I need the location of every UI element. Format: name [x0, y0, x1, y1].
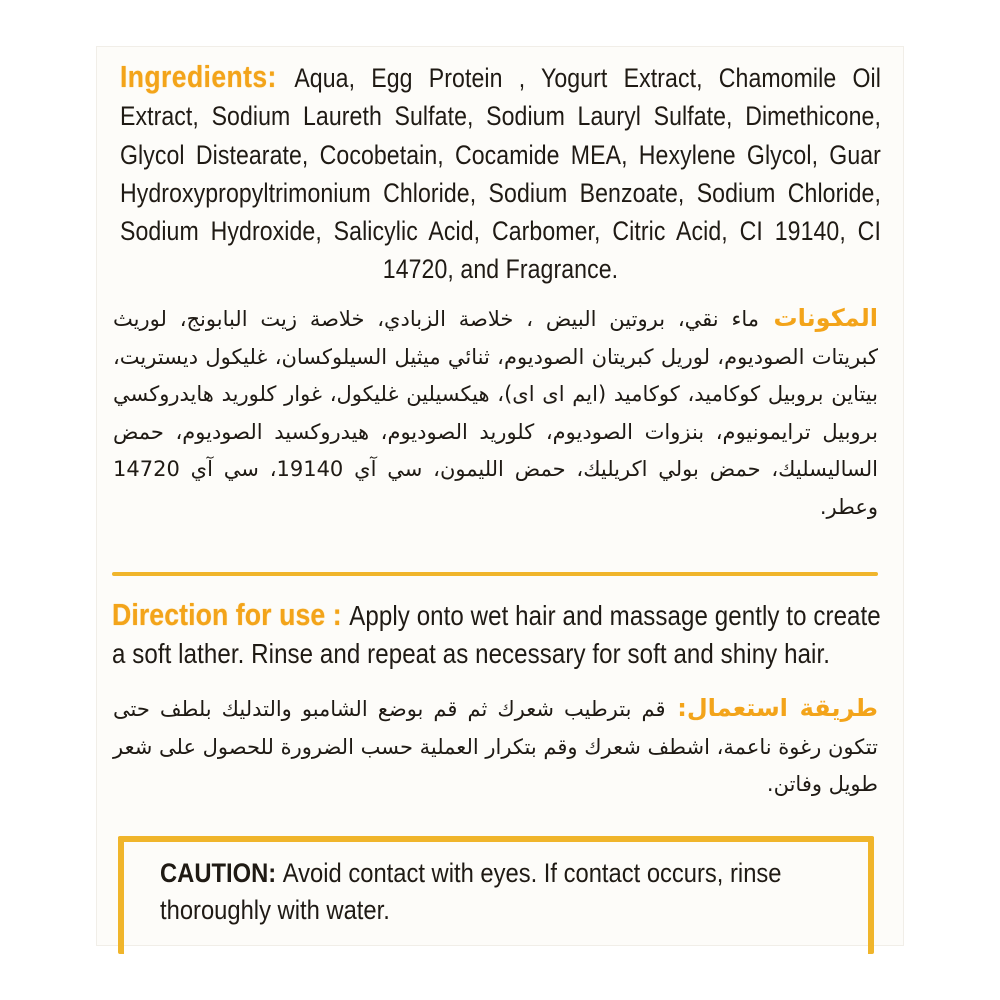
direction-text: Apply onto wet hair and massage gently to create a soft lather. Rinse and repeat as necessary for soft and shiny hair. — [112, 600, 881, 669]
caution-text: Avoid contact with eyes. If contact occurs, rinse thoroughly with water. — [160, 858, 782, 925]
ingredients-arabic-heading: المكونات — [759, 304, 878, 332]
caution-section — [160, 855, 890, 929]
ingredients-arabic-section — [113, 300, 878, 526]
direction-heading: Direction for use : — [112, 597, 350, 632]
ingredients-arabic-text: ماء نقي، بروتين البيض ، خلاصة الزبادي، خلاصة زيت البابونج، لوريث كبريتات الصوديوم، لوريل كبريتان الصوديوم، ثنائي ميثيل السيلوكسان، غليكول ديستريت، بيتاين بروبيل كوكاميد، كوكاميد (ايم اى اى)، هيكسيلين غليكول، غوار كلوريد هايدروكسي بروبيل ترايمونيوم، بنزوات الصوديوم، كلوريد الصوديوم، هيدروكسيد الصوديوم، حمض الساليسليك، حمض بولي اكريليك، حمض الليمون، سي آي 19140، سي آي 14720 وعطر. — [113, 307, 878, 519]
direction-arabic-text: قم بترطيب شعرك ثم قم بوضع الشامبو والتدليك بلطف حتى تتكون رغوة ناعمة، اشطف شعرك وقم بتكرار العملية حسب الضرورة للحصول على شعر طويل وفاتن. — [113, 697, 878, 796]
caution-label: CAUTION: — [160, 858, 283, 888]
direction-arabic-heading: طريقة استعمال: — [665, 694, 879, 722]
ingredients-section — [120, 58, 881, 289]
section-divider — [112, 572, 878, 576]
direction-section — [112, 596, 886, 673]
ingredients-text: Aqua, Egg Protein , Yogurt Extract, Chamomile Oil Extract, Sodium Laureth Sulfate, Sodium Lauryl Sulfate, Dimethicone, Glycol Distearate, Cocobetain, Cocamide MEA, Hexylene Glycol, Guar Hydroxypropyltrimonium Chloride, Sodium Benzoate, Sodium Chloride, Sodium Hydroxide, Salicylic Acid, Carbomer, Citric Acid, CI 19140, CI 14720, and Fragrance. — [120, 63, 881, 285]
ingredients-heading: Ingredients: — [120, 59, 295, 94]
direction-arabic-section — [113, 690, 878, 804]
